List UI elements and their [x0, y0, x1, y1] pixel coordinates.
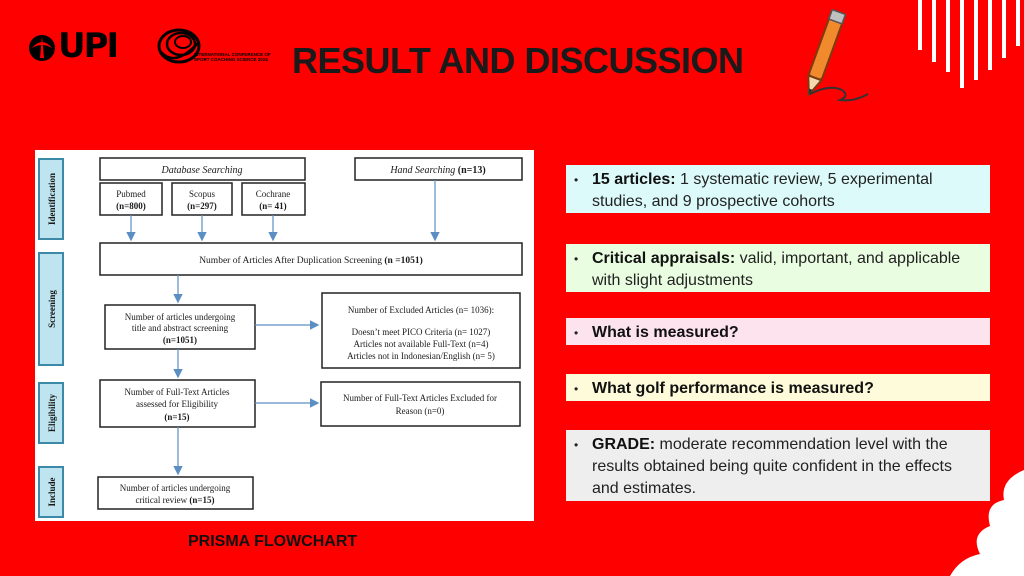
- conference-swirl-icon: [159, 30, 199, 62]
- svg-text:(n=1051): (n=1051): [162, 335, 198, 345]
- svg-text:Number of Full-Text Articles E: Number of Full-Text Articles Excluded for: [342, 393, 498, 403]
- card-text: valid, important, and applicable with slight adjustments: [592, 250, 961, 289]
- svg-text:Number of Articles After Dupli: Number of Articles After Duplication Screening (n =1051): [199, 256, 423, 266]
- include-box: [98, 477, 253, 509]
- bullet-icon: •: [574, 326, 579, 340]
- svg-text:critical review (n=15): critical review (n=15): [135, 495, 215, 505]
- svg-text:Eligibility: Eligibility: [47, 393, 57, 433]
- card-heading: GRADE:: [592, 436, 656, 453]
- svg-text:(n=800): (n=800): [116, 201, 146, 211]
- summary-card-articles: [566, 165, 990, 213]
- bullet-icon: •: [574, 173, 579, 187]
- screening-box: [105, 305, 255, 349]
- source-pubmed-box: [100, 183, 162, 215]
- svg-text:Hand Searching (n=13): Hand Searching (n=13): [390, 165, 486, 176]
- stage-identification: [39, 159, 63, 239]
- stage-eligibility: [39, 383, 63, 443]
- bullet-icon: •: [574, 252, 579, 266]
- stage-screening: [39, 253, 63, 365]
- summary-card-golf-performance: [566, 374, 990, 401]
- upi-logo-text: UPI: [58, 26, 118, 66]
- bullet-icon: •: [574, 382, 579, 396]
- database-searching-box: [100, 158, 305, 180]
- excluded-box: [322, 293, 520, 368]
- summary-card-appraisal: [566, 244, 990, 292]
- prisma-flowchart: [35, 150, 534, 521]
- svg-text:Reason (n=0): Reason (n=0): [395, 406, 445, 416]
- source-scopus-box: [172, 183, 232, 215]
- svg-text:(n= 41): (n= 41): [259, 201, 287, 211]
- stage-include: [39, 467, 63, 517]
- svg-text:assessed for Eligibility: assessed for Eligibility: [136, 399, 218, 409]
- svg-text:Articles not available Full-Te: Articles not available Full-Text (n=4): [353, 339, 489, 349]
- corner-decoration: [900, 470, 1024, 576]
- flowchart-caption: PRISMA FLOWCHART: [188, 533, 358, 550]
- upi-emblem-icon: [29, 35, 55, 61]
- svg-text:Scopus: Scopus: [188, 189, 216, 199]
- svg-text:(n=15): (n=15): [164, 412, 190, 422]
- svg-text:Pubmed: Pubmed: [116, 189, 146, 199]
- svg-text:(n=297): (n=297): [187, 201, 217, 211]
- svg-text:Number of articles undergoing: Number of articles undergoing: [124, 312, 236, 322]
- source-cochrane-box: [242, 183, 305, 215]
- svg-text:Database Searching: Database Searching: [161, 165, 243, 176]
- conference-logo-text: INTERNATIONAL CONFERENCE OF SPORT COACHING SCIENCE 2024: [194, 52, 271, 62]
- svg-text:Cochrane: Cochrane: [255, 189, 291, 199]
- svg-text:title and abstract screening: title and abstract screening: [131, 323, 229, 333]
- card-heading: Critical appraisals:: [592, 250, 736, 267]
- card-text: moderate recommendation level with the results obtained being quite confident in the effects and estimates.: [592, 436, 952, 497]
- decorative-stripes: [912, 0, 1022, 95]
- svg-text:Number of Excluded Articles (: Number of Excluded Articles (n= 1036):: [347, 305, 495, 315]
- svg-text:Screening: Screening: [47, 290, 57, 328]
- svg-text:Identification: Identification: [47, 172, 57, 226]
- svg-text:Number of Full-Text Articles: Number of Full-Text Articles: [124, 387, 230, 397]
- card-heading: What golf performance is measured?: [592, 380, 874, 397]
- card-heading: 15 articles:: [592, 171, 676, 188]
- card-heading: What is measured?: [592, 324, 739, 341]
- fulltext-excluded-box: [321, 382, 520, 426]
- svg-text:Articles not in Indonesian/Eng: Articles not in Indonesian/English (n= 5): [347, 351, 495, 361]
- hand-searching-box: [355, 158, 522, 180]
- card-text: 1 systematic review, 5 experimental studies, and 9 prospective cohorts: [592, 171, 933, 210]
- page-title: RESULT AND DISCUSSION: [292, 40, 744, 81]
- svg-text:Number of articles undergoing: Number of articles undergoing: [119, 483, 231, 493]
- bullet-icon: •: [574, 438, 579, 452]
- fulltext-box: [100, 380, 255, 427]
- summary-card-measured: [566, 318, 990, 345]
- svg-text:Doesn’t meet PICO Criteria (n=: Doesn’t meet PICO Criteria (n= 1027): [351, 327, 491, 337]
- after-duplication-box: [100, 243, 522, 275]
- pen-icon: [780, 6, 870, 106]
- svg-text:Include: Include: [47, 477, 57, 507]
